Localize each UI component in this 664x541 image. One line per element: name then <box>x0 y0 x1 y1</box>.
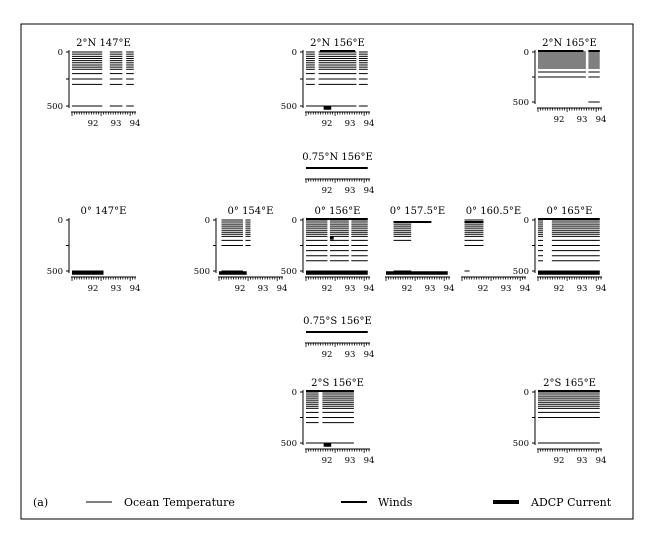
x-tick-label: 93 <box>500 284 512 294</box>
y-tick-label: 0 <box>523 388 529 398</box>
y-tick-label: 0 <box>523 216 529 226</box>
panel <box>303 316 374 360</box>
x-tick-label: 93 <box>344 186 356 196</box>
x-tick-label: 92 <box>321 284 333 294</box>
panel-title: 2°S 165°E <box>543 378 596 389</box>
panel-title: 2°N 165°E <box>542 38 597 49</box>
x-tick-label: 92 <box>553 284 565 294</box>
x-tick-label: 92 <box>234 284 246 294</box>
x-tick-label: 93 <box>344 119 356 129</box>
x-tick-label: 93 <box>344 350 356 360</box>
y-tick-label: 500 <box>193 267 210 277</box>
x-tick-label: 92 <box>321 119 333 129</box>
panel <box>385 206 454 294</box>
panel-title: 0° 157.5°E <box>389 206 446 217</box>
x-tick-label: 92 <box>553 115 565 125</box>
x-tick-label: 94 <box>519 284 531 294</box>
panel-title: 0° 154°E <box>227 206 274 217</box>
x-tick-label: 92 <box>321 456 333 466</box>
x-tick-label: 93 <box>344 284 356 294</box>
x-tick-label: 94 <box>363 456 375 466</box>
x-tick-label: 94 <box>363 186 375 196</box>
panel-title: 2°N 156°E <box>310 38 365 49</box>
x-tick-label: 94 <box>363 119 375 129</box>
legend <box>33 496 612 509</box>
panel-title: 0.75°S 156°E <box>303 316 372 327</box>
panel <box>461 206 530 294</box>
panels <box>47 38 607 466</box>
x-tick-label: 93 <box>424 284 436 294</box>
x-tick-label: 94 <box>443 284 455 294</box>
x-tick-label: 93 <box>576 456 588 466</box>
x-tick-label: 92 <box>87 119 99 129</box>
x-tick-label: 92 <box>321 350 333 360</box>
panel-title: 0° 160.5°E <box>465 206 522 217</box>
x-tick-label: 92 <box>321 186 333 196</box>
legend-label-winds: Winds <box>378 496 413 509</box>
x-tick-label: 94 <box>276 284 288 294</box>
x-tick-label: 93 <box>110 284 122 294</box>
panel-title: 2°S 156°E <box>311 378 364 389</box>
y-tick-label: 500 <box>46 267 63 277</box>
x-tick-label: 94 <box>129 119 141 129</box>
y-tick-label: 0 <box>523 48 529 58</box>
figure-label: (a) <box>33 496 49 509</box>
x-tick-label: 93 <box>576 284 588 294</box>
panel <box>281 378 375 466</box>
y-tick-label: 0 <box>291 216 297 226</box>
panel-title: 0° 165°E <box>546 206 593 217</box>
y-tick-label: 0 <box>204 216 210 226</box>
legend-label-ocean-temperature: Ocean Temperature <box>124 496 235 509</box>
x-tick-label: 93 <box>576 115 588 125</box>
x-tick-label: 94 <box>363 284 375 294</box>
x-tick-label: 93 <box>257 284 269 294</box>
x-tick-label: 94 <box>363 350 375 360</box>
y-tick-label: 500 <box>280 439 297 449</box>
x-tick-label: 92 <box>477 284 489 294</box>
y-tick-label: 0 <box>57 216 63 226</box>
y-tick-label: 0 <box>291 48 297 58</box>
panel <box>302 152 374 196</box>
x-tick-label: 94 <box>595 284 607 294</box>
x-tick-label: 94 <box>595 456 607 466</box>
panel <box>513 378 607 466</box>
y-tick-label: 500 <box>280 267 297 277</box>
y-tick-label: 0 <box>291 388 297 398</box>
panel <box>513 38 607 125</box>
panel <box>194 206 288 294</box>
panel <box>281 206 375 294</box>
x-tick-label: 92 <box>87 284 99 294</box>
x-tick-label: 93 <box>344 456 356 466</box>
x-tick-label: 94 <box>129 284 141 294</box>
panel <box>47 38 141 129</box>
panel <box>513 206 607 294</box>
x-tick-label: 92 <box>553 456 565 466</box>
panel-title: 0° 156°E <box>314 206 361 217</box>
y-tick-label: 500 <box>512 98 529 108</box>
legend-label-adcp-current: ADCP Current <box>531 496 612 509</box>
y-tick-label: 0 <box>57 48 63 58</box>
x-tick-label: 92 <box>401 284 413 294</box>
y-tick-label: 500 <box>512 267 529 277</box>
panel <box>281 38 375 129</box>
panel-title: 0.75°N 156°E <box>302 152 373 163</box>
y-tick-label: 500 <box>280 102 297 112</box>
x-tick-label: 94 <box>595 115 607 125</box>
y-tick-label: 500 <box>512 439 529 449</box>
x-tick-label: 93 <box>110 119 122 129</box>
panel-title: 2°N 147°E <box>76 38 131 49</box>
y-tick-label: 500 <box>46 102 63 112</box>
panel-title: 0° 147°E <box>80 206 127 217</box>
panel <box>47 206 141 294</box>
